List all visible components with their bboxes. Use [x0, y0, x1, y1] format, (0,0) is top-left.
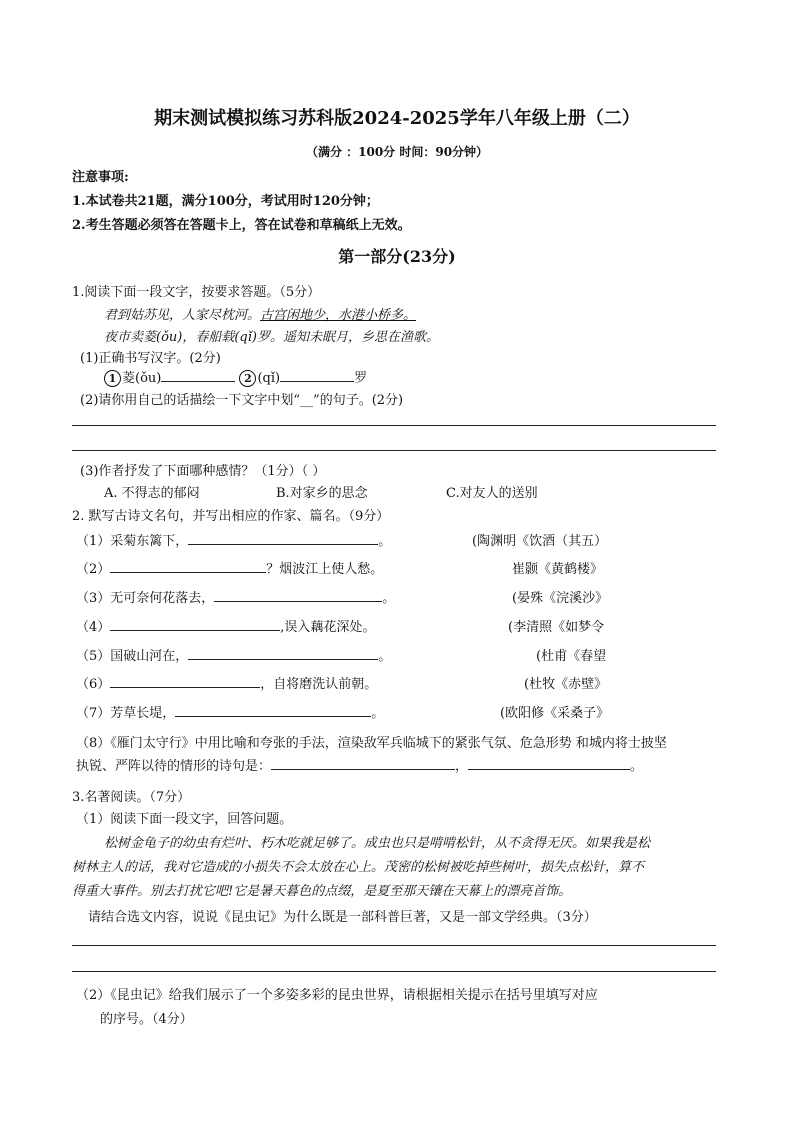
q2-line-7-end: 。	[371, 706, 385, 721]
q2-line-3-source: (晏殊《浣溪沙》	[512, 591, 609, 606]
q2-line-8b-sep: ，	[455, 759, 469, 774]
q1-poem-line1	[104, 304, 416, 323]
q2-line-3	[76, 587, 395, 606]
q1-sub2: (2)请你用自己的话描绘一下文字中划“__”的句子。(2分)	[80, 393, 404, 408]
answer-blank[interactable]	[468, 756, 630, 770]
q2-line-5-end: 。	[378, 649, 392, 664]
q2-line-1-text: （1）采菊东篱下，	[76, 534, 189, 549]
q2-line-2-source: 崔颢《黄鹤楼》	[512, 562, 604, 577]
q2-line-8b	[76, 755, 643, 774]
q2-line-7-source: (欧阳修《采桑子》	[500, 706, 610, 721]
answer-blank[interactable]	[188, 646, 378, 660]
q1-option-a: A. 不得志的郁闷	[104, 486, 200, 501]
q1-option-c: C.对友人的送别	[446, 486, 538, 501]
answer-blank[interactable]	[110, 559, 266, 573]
q3-sub2-line-1: （2）《昆虫记》给我们展示了一个多姿多彩的昆虫世界，请根据相关提示在括号里填写对应	[76, 988, 598, 1003]
page-subtitle: （满分 ：100分 时间：90分钟）	[305, 145, 489, 159]
q2-line-8b-end: 。	[630, 759, 644, 774]
answer-blank[interactable]	[110, 674, 260, 688]
answer-line[interactable]	[72, 971, 716, 972]
q1-sub1-a: 菱(ǒu)	[122, 371, 162, 386]
page-title: 期末测试模拟练习苏科版2024-2025学年八年级上册（二）	[154, 108, 640, 129]
q1-option-b: B.对家乡的思念	[276, 486, 368, 501]
answer-blank[interactable]	[214, 588, 382, 602]
q3-stem: 3.名著阅读。（7分）	[72, 790, 191, 805]
q1-poem-underlined: 古宫闲地少，水港小桥多。	[260, 308, 417, 323]
q2-line-3-end: 。	[382, 591, 396, 606]
circle-number-2: 2	[239, 370, 256, 387]
q1-sub1-answers	[104, 367, 367, 387]
q2-stem: 2. 默写古诗文名句，并写出相应的作家、篇名。（9分）	[72, 509, 390, 524]
q3-sub2-line-2: 的序号。（4分）	[100, 1012, 193, 1027]
q2-line-8a: （8）《雁门太守行》中用比喻和夸张的手法，渲染敌军兵临城下的紧张气氛、危急形势 和城内将士披坚	[76, 736, 667, 751]
q2-line-5	[76, 645, 391, 664]
part-heading: 第一部分(23分)	[338, 247, 456, 266]
answer-line[interactable]	[72, 945, 716, 946]
q3-passage-line-3: 得重大事件。别去打扰它吧!它是暑天暮色的点缀，是夏至那天镶在天幕上的漂亮首饰。	[72, 884, 572, 899]
q1-sub3: (3)作者抒发了下面哪种感情？（1分）（ ）	[80, 464, 326, 479]
answer-blank[interactable]	[280, 368, 354, 382]
circle-number-1: 1	[104, 370, 121, 387]
answer-blank[interactable]	[175, 703, 371, 717]
q2-line-2-text: （2）	[76, 562, 111, 577]
q2-line-5-source: (杜甫《春望	[536, 649, 607, 664]
q2-line-7	[76, 702, 384, 721]
q3-sub1: （1）阅读下面一段文字，回答问题。	[76, 812, 293, 827]
answer-line[interactable]	[72, 450, 716, 451]
q2-line-6	[76, 673, 377, 692]
q1-sub1-b: (qǐ)	[257, 371, 281, 386]
q1-poem-line2: 夜市卖菱(ǒu)，春船载(qǐ)罗。遥知未眠月，乡思在渔歌。	[104, 330, 439, 345]
notice-item-1: 1.本试卷共21题，满分100分，考试用时120分钟；	[72, 194, 379, 209]
q2-line-6-source: (杜牧《赤壁》	[524, 677, 608, 692]
q2-line-2-tail: ？烟波江上使人愁。	[266, 562, 384, 577]
q2-line-1-source: (陶渊明《饮酒（其五）	[472, 534, 608, 549]
q2-line-4-tail: ,误入藕花深处。	[280, 620, 376, 635]
notice-item-2: 2.考生答题必须答在答题卡上，答在试卷和草稿纸上无效。	[72, 218, 411, 233]
q2-line-4-text: （4）	[76, 620, 111, 635]
q3-question: 请结合选文内容，说说《昆虫记》为什么既是一部科普巨著，又是一部文学经典。（3分）	[88, 910, 597, 925]
q2-line-8b-text: 执锐、严阵以待的情形的诗句是：	[76, 759, 272, 774]
q2-line-2	[76, 558, 383, 577]
answer-blank[interactable]	[161, 368, 235, 382]
notice-heading: 注意事项:	[72, 170, 129, 185]
answer-blank[interactable]	[271, 756, 455, 770]
q3-passage-line-1: 松树金龟子的幼虫有烂叶、朽木吃就足够了。成虫也只是啃啃松针，从不贪得无厌。如果我是松	[104, 836, 651, 851]
answer-blank[interactable]	[110, 617, 280, 631]
q2-line-7-text: （7）芳草长堤，	[76, 706, 176, 721]
q1-sub1-c: 罗	[354, 371, 368, 386]
q2-line-6-text: （6）	[76, 677, 111, 692]
q2-line-1	[76, 530, 391, 549]
q3-passage-line-2: 树林主人的话，我对它造成的小损失不会太放在心上。茂密的松树被吃掉些树叶，损失点松针，算不	[72, 860, 645, 875]
q1-sub1: (1)正确书写汉字。(2分)	[80, 351, 221, 366]
q1-stem: 1.阅读下面一段文字，按要求答题。（5分）	[72, 285, 321, 300]
q2-line-4-source: (李清照《如梦令	[508, 620, 605, 635]
answer-line[interactable]	[72, 425, 716, 426]
q2-line-1-end: 。	[378, 534, 392, 549]
q1-poem-line1-a: 君到姑苏见，人家尽枕河。	[104, 308, 261, 323]
answer-blank[interactable]	[188, 531, 378, 545]
q2-line-4	[76, 616, 375, 635]
q2-line-5-text: （5）国破山河在，	[76, 649, 189, 664]
q2-line-3-text: （3）无可奈何花落去，	[76, 591, 215, 606]
q2-line-6-tail: ，自将磨洗认前朝。	[260, 677, 378, 692]
